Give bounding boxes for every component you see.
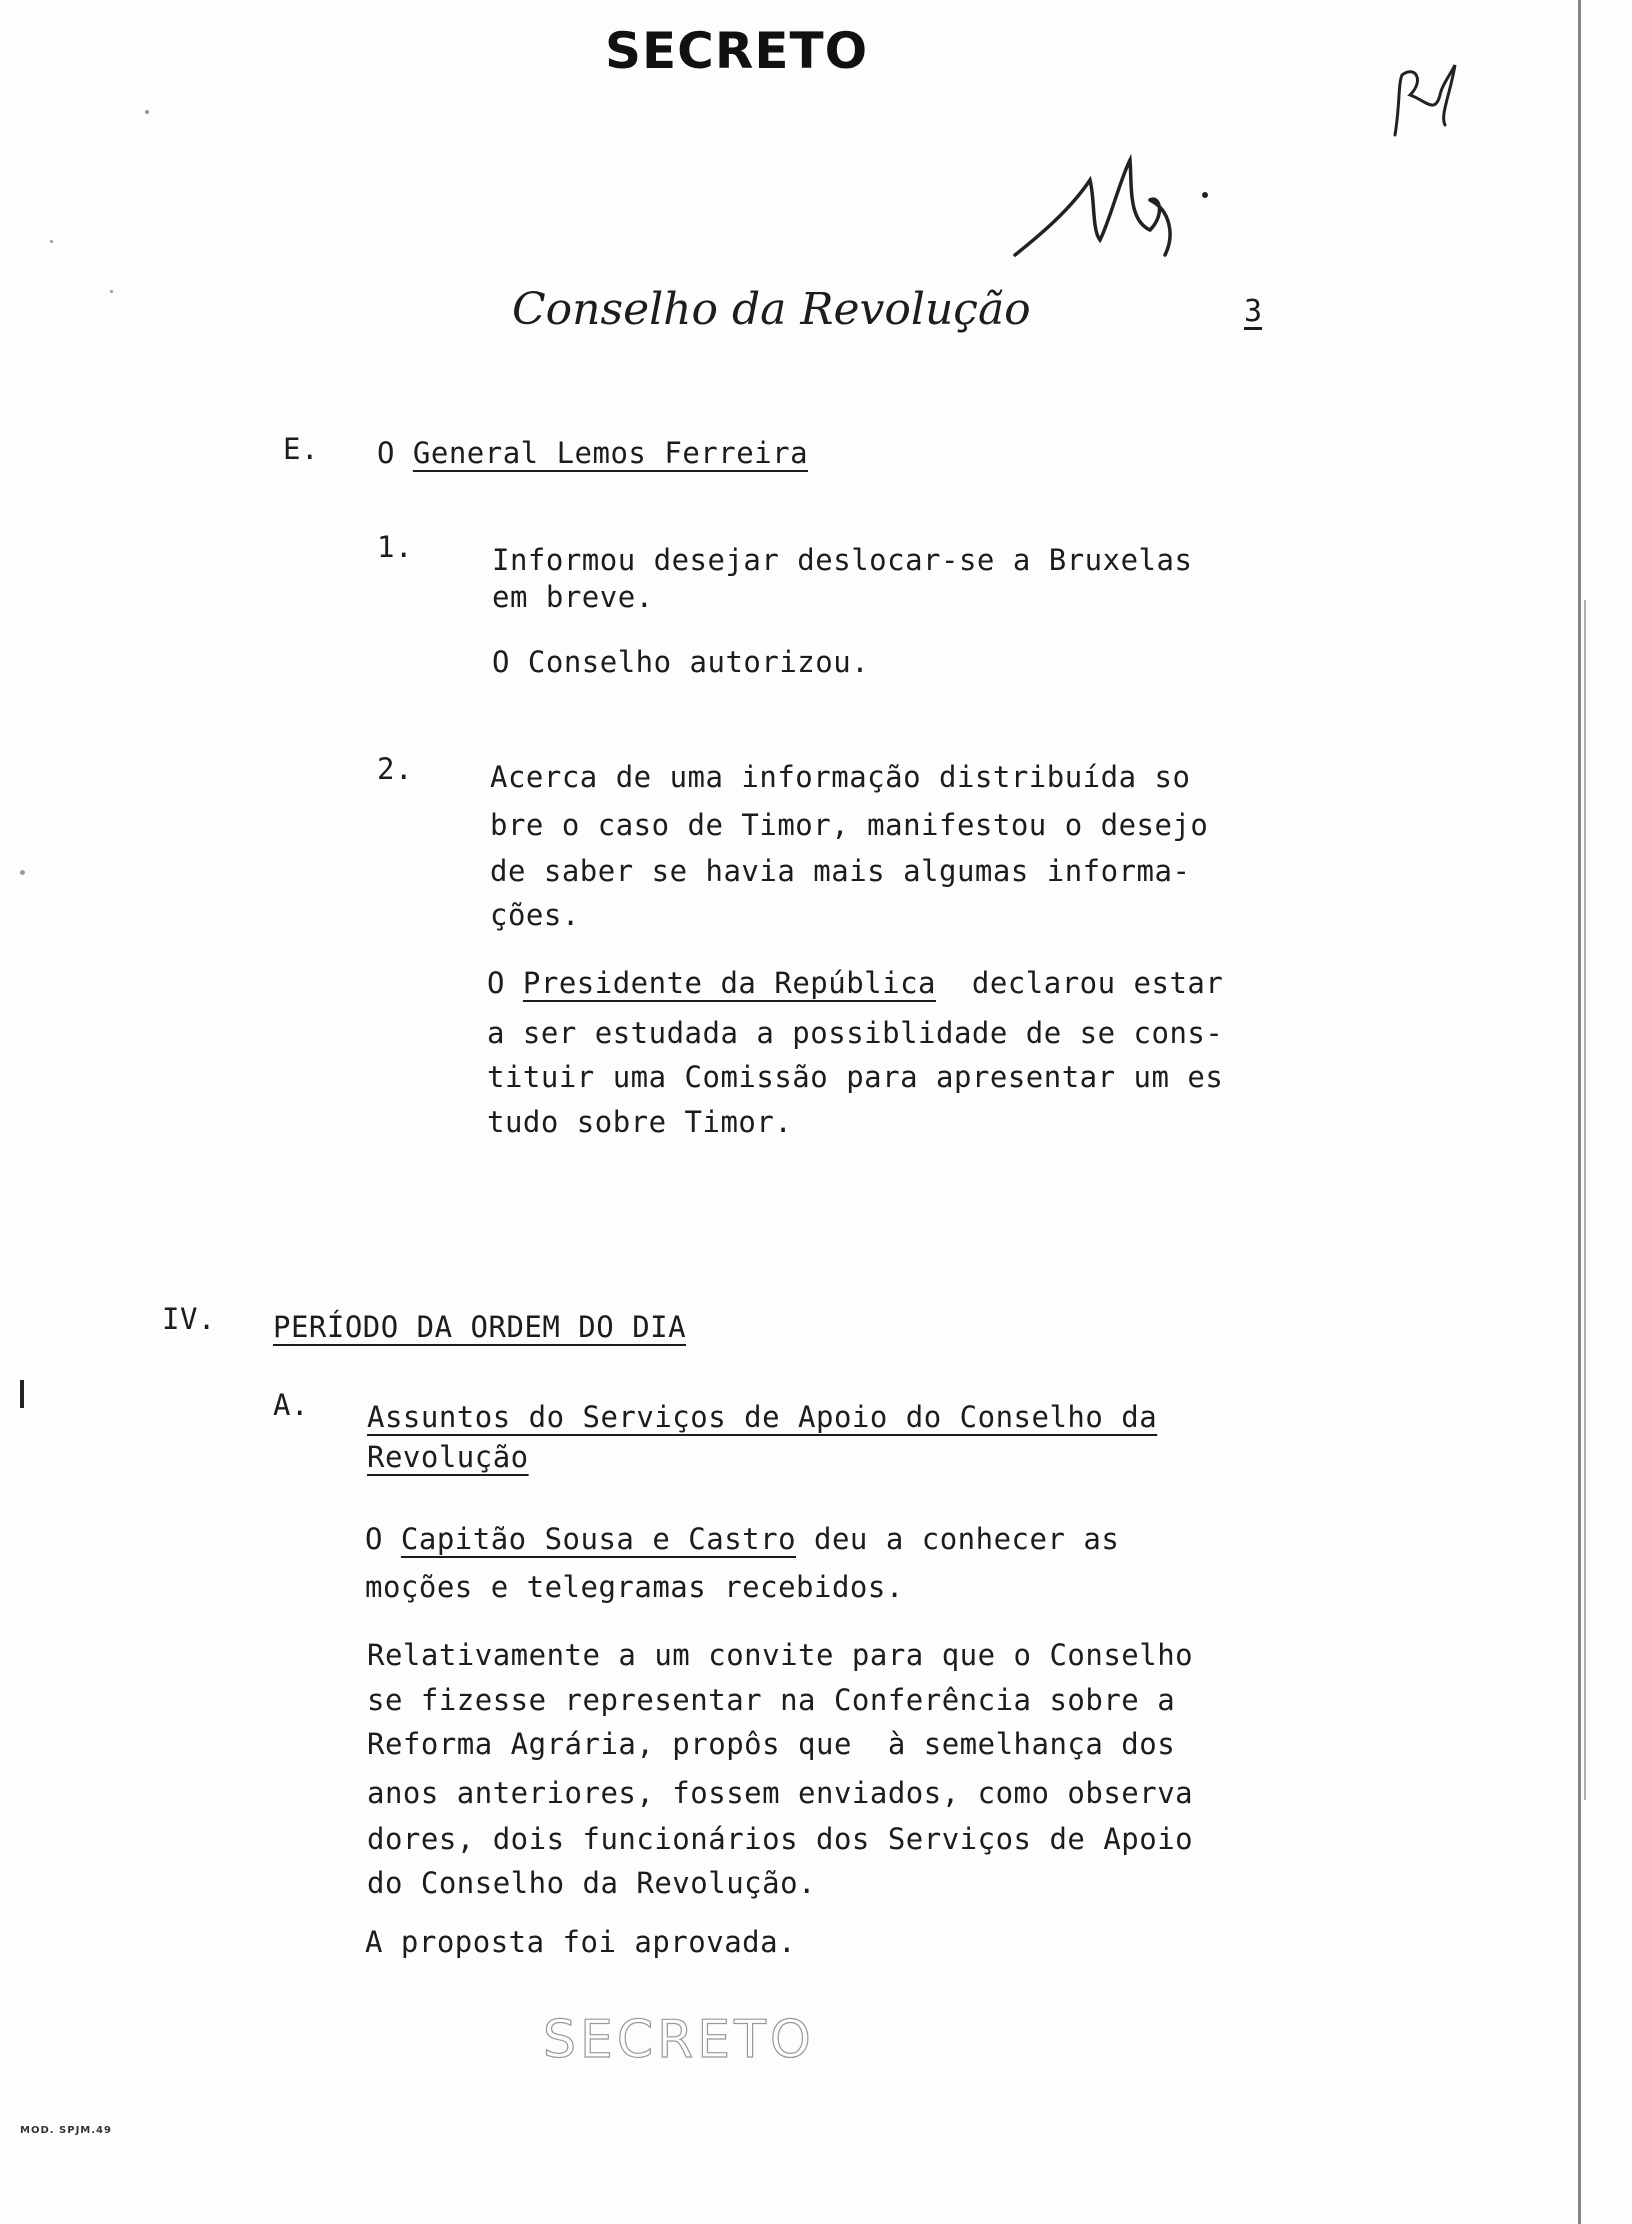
paragraph-line bbox=[365, 1522, 1119, 1556]
reply-subject: Presidente da República bbox=[522, 966, 936, 1000]
reply-line bbox=[487, 966, 1223, 1000]
reply-line: a ser estudada a possiblidade de se cons- bbox=[487, 1016, 1224, 1050]
paragraph-line: anos anteriores, fossem enviados, como observa bbox=[367, 1776, 1194, 1810]
subsection-letter: A. bbox=[273, 1388, 309, 1422]
heading-name: General Lemos Ferreira bbox=[412, 436, 809, 470]
subsection-heading: Assuntos do Serviços de Apoio do Conselho da bbox=[367, 1400, 1158, 1434]
scan-edge-line bbox=[1578, 0, 1581, 2224]
reply-line: tituir uma Comissão para apresentar um es bbox=[487, 1060, 1224, 1094]
paragraph-line: dores, dois funcionários dos Serviços de Apoio bbox=[367, 1822, 1194, 1856]
paragraph-line: Relativamente a um convite para que o Conselho bbox=[367, 1638, 1194, 1672]
heading-prefix: O bbox=[377, 436, 413, 470]
item-number: 2. bbox=[377, 752, 413, 786]
secreto-stamp: SECRETO bbox=[543, 2010, 815, 2070]
subsection-heading: Revolução bbox=[367, 1440, 529, 1474]
item-line: Informou desejar deslocar-se a Bruxelas bbox=[492, 543, 1193, 577]
reply-rest: declarou estar bbox=[936, 966, 1224, 1000]
handwritten-signature bbox=[1000, 140, 1220, 274]
item-line: em breve. bbox=[492, 580, 654, 614]
paragraph-line: do Conselho da Revolução. bbox=[367, 1866, 816, 1900]
scan-edge-line bbox=[1584, 600, 1586, 1800]
item-line: ções. bbox=[490, 898, 580, 932]
reply-prefix: O bbox=[487, 966, 523, 1000]
item-line: Acerca de uma informação distribuída so bbox=[490, 760, 1191, 794]
reply-line: tudo sobre Timor. bbox=[487, 1105, 793, 1139]
item-line: bre o caso de Timor, manifestou o desejo bbox=[490, 808, 1209, 842]
section-letter: E. bbox=[283, 432, 319, 466]
paragraph-line: moções e telegramas recebidos. bbox=[365, 1570, 904, 1604]
handwritten-initials bbox=[1380, 55, 1470, 149]
section-heading bbox=[377, 436, 808, 470]
paragraph-subject: Capitão Sousa e Castro bbox=[400, 1522, 797, 1556]
classification-heading: SECRETO bbox=[605, 22, 869, 80]
paragraph-line: Reforma Agrária, propôs que à semelhança dos bbox=[367, 1727, 1176, 1761]
left-margin-mark bbox=[20, 1380, 24, 1408]
item-note: O Conselho autorizou. bbox=[492, 645, 870, 679]
paragraph-line: A proposta foi aprovada. bbox=[365, 1925, 797, 1959]
form-code: MOD. SPJM.49 bbox=[20, 2125, 112, 2136]
scan-speck bbox=[110, 290, 113, 293]
scan-speck bbox=[145, 110, 149, 114]
letterhead: Conselho da Revolução bbox=[512, 284, 1031, 335]
scan-speck bbox=[50, 240, 53, 243]
scan-speck bbox=[20, 870, 25, 875]
paragraph-rest: deu a conhecer as bbox=[796, 1522, 1120, 1556]
paragraph-line: se fizesse representar na Conferência sobre a bbox=[367, 1683, 1176, 1717]
paragraph-prefix: O bbox=[365, 1522, 401, 1556]
section-heading: PERÍODO DA ORDEM DO DIA bbox=[273, 1310, 687, 1344]
section-numeral: IV. bbox=[162, 1302, 216, 1336]
page-number: 3 bbox=[1244, 294, 1263, 329]
item-line: de saber se havia mais algumas informa- bbox=[490, 854, 1191, 888]
item-number: 1. bbox=[377, 530, 413, 564]
